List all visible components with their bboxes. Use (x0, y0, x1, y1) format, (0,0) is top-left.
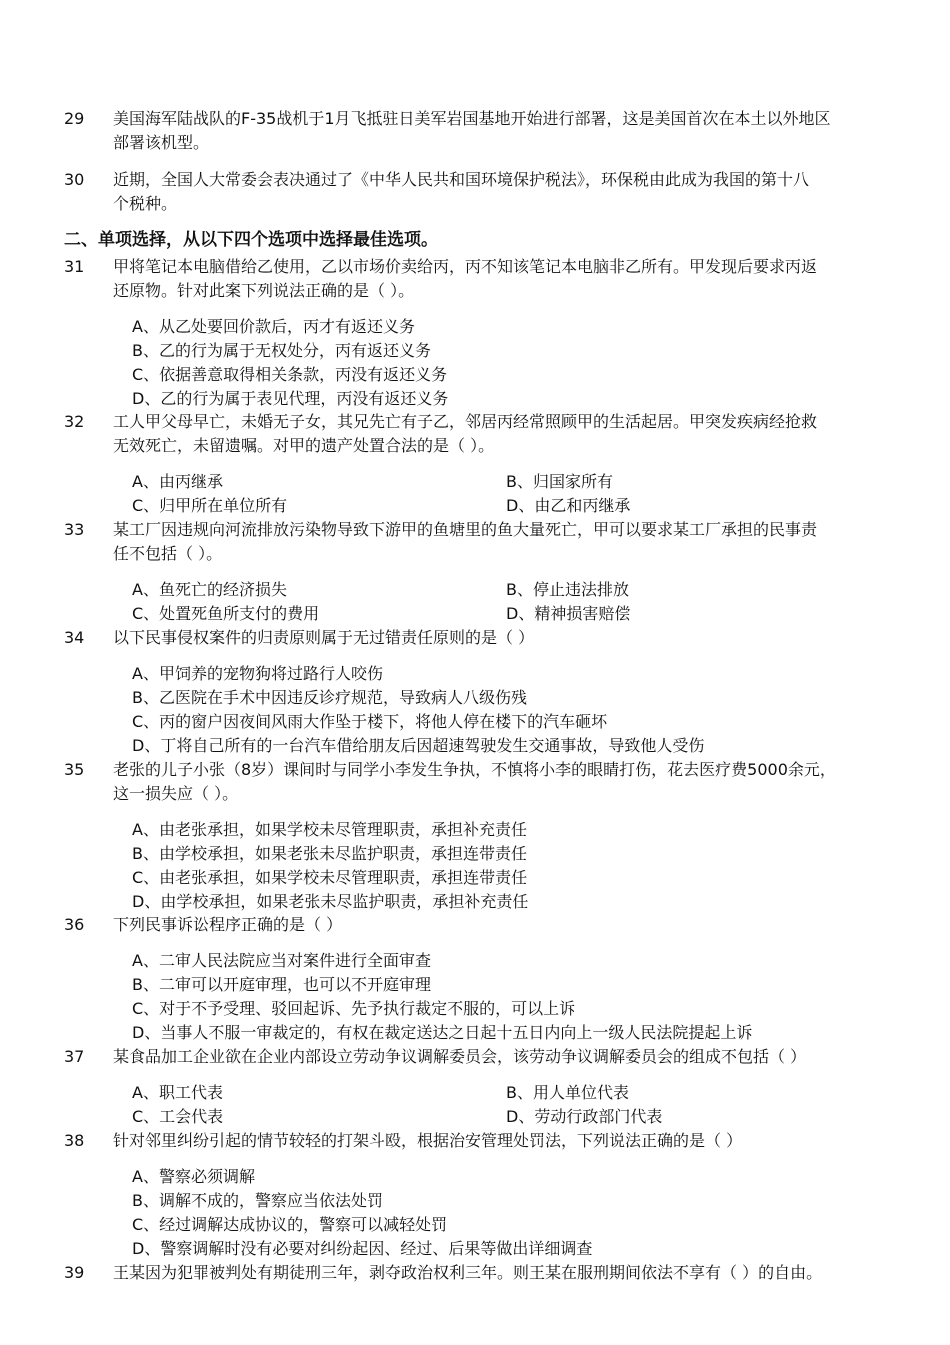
question-line: 针对邻里纠纷引起的情节较轻的打架斗殴，根据治安管理处罚法，下列说法正确的是（ ） (113, 1131, 743, 1150)
option-a: A、警察必须调解 (132, 1167, 255, 1186)
question-number: 34 (64, 628, 85, 647)
item-line: 部署该机型。 (113, 133, 210, 152)
option-c: C、由老张承担，如果学校未尽管理职责，承担连带责任 (132, 868, 528, 887)
option-a: A、二审人民法院应当对案件进行全面审查 (132, 951, 431, 970)
question-line: 老张的儿子小张（8岁）课间时与同学小李发生争执，不慎将小李的眼睛打伤，花去医疗费5000余元， (113, 760, 836, 779)
item-number: 30 (64, 170, 85, 189)
option-d: D、当事人不服一审裁定的，有权在裁定送达之日起十五日内向上一级人民法院提起上诉 (132, 1023, 753, 1042)
item-number: 29 (64, 109, 85, 128)
item-line: 个税种。 (113, 194, 178, 213)
question-line: 任不包括（ ）。 (113, 544, 223, 563)
option-d: D、由学校承担，如果老张未尽监护职责，承担补充责任 (132, 892, 529, 911)
option-d: D、精神损害赔偿 (506, 604, 631, 623)
option-a: A、从乙处要回价款后，丙才有返还义务 (132, 317, 415, 336)
question-line: 这一损失应（ ）。 (113, 784, 239, 803)
question-line: 某工厂因违规向河流排放污染物导致下游甲的鱼塘里的鱼大量死亡，甲可以要求某工厂承担的民事责 (113, 520, 818, 539)
question-line: 无效死亡，未留遗嘱。对甲的遗产处置合法的是（ ）。 (113, 436, 495, 455)
option-d: D、丁将自己所有的一台汽车借给朋友后因超速驾驶发生交通事故，导致他人受伤 (132, 736, 705, 755)
question-line: 某食品加工企业欲在企业内部设立劳动争议调解委员会，该劳动争议调解委员会的组成不包括（ ） (113, 1047, 807, 1066)
option-b: B、乙医院在手术中因违反诊疗规范，导致病人八级伤残 (132, 688, 527, 707)
option-d: D、乙的行为属于表见代理，丙没有返还义务 (132, 389, 449, 408)
question-number: 35 (64, 760, 85, 779)
option-d: D、警察调解时没有必要对纠纷起因、经过、后果等做出详细调查 (132, 1239, 593, 1258)
option-b: B、用人单位代表 (506, 1083, 629, 1102)
option-c: C、丙的窗户因夜间风雨大作坠于楼下，将他人停在楼下的汽车砸坏 (132, 712, 608, 731)
option-c: C、经过调解达成协议的，警察可以减轻处罚 (132, 1215, 448, 1234)
question-line: 工人甲父母早亡，未婚无子女，其兄先亡有子乙，邻居丙经常照顾甲的生活起居。甲突发疾病经抢救 (113, 412, 818, 431)
option-a: A、由老张承担，如果学校未尽管理职责，承担补充责任 (132, 820, 527, 839)
question-line: 以下民事侵权案件的归责原则属于无过错责任原则的是（ ） (113, 628, 535, 647)
option-b: B、二审可以开庭审理，也可以不开庭审理 (132, 975, 431, 994)
option-b: B、调解不成的，警察应当依法处罚 (132, 1191, 383, 1210)
item-line: 美国海军陆战队的F-35战机于1月飞抵驻日美军岩国基地开始进行部署，这是美国首次在本土以外地区 (113, 109, 831, 128)
question-number: 37 (64, 1047, 85, 1066)
question-number: 32 (64, 412, 85, 431)
option-a: A、甲饲养的宠物狗将过路行人咬伤 (132, 664, 383, 683)
option-c: C、对于不予受理、驳回起诉、先予执行裁定不服的，可以上诉 (132, 999, 576, 1018)
option-b: B、由学校承担，如果老张未尽监护职责，承担连带责任 (132, 844, 527, 863)
question-line: 还原物。针对此案下列说法正确的是（ ）。 (113, 281, 415, 300)
question-line: 王某因为犯罪被判处有期徒刑三年，剥夺政治权利三年。则王某在服刑期间依法不享有（ ）的自由。 (113, 1263, 823, 1282)
question-number: 33 (64, 520, 85, 539)
option-d: D、由乙和丙继承 (506, 496, 631, 515)
question-line: 下列民事诉讼程序正确的是（ ） (113, 915, 343, 934)
option-b: B、乙的行为属于无权处分，丙有返还义务 (132, 341, 431, 360)
option-a: A、鱼死亡的经济损失 (132, 580, 287, 599)
question-number: 38 (64, 1131, 85, 1150)
item-line: 近期，全国人大常委会表决通过了《中华人民共和国环境保护税法》，环保税由此成为我国的第十八 (113, 170, 810, 189)
option-b: B、归国家所有 (506, 472, 613, 491)
option-a: A、由丙继承 (132, 472, 223, 491)
option-c: C、工会代表 (132, 1107, 224, 1126)
question-number: 31 (64, 257, 85, 276)
question-number: 36 (64, 915, 85, 934)
option-c: C、处置死鱼所支付的费用 (132, 604, 320, 623)
section-title: 二、单项选择，从以下四个选项中选择最佳选项。 (64, 230, 438, 250)
question-line: 甲将笔记本电脑借给乙使用，乙以市场价卖给丙，丙不知该笔记本电脑非乙所有。甲发现后要求丙返 (113, 257, 818, 276)
option-c: C、归甲所在单位所有 (132, 496, 288, 515)
option-d: D、劳动行政部门代表 (506, 1107, 663, 1126)
option-b: B、停止违法排放 (506, 580, 629, 599)
option-a: A、职工代表 (132, 1083, 223, 1102)
question-number: 39 (64, 1263, 85, 1282)
option-c: C、依据善意取得相关条款，丙没有返还义务 (132, 365, 448, 384)
